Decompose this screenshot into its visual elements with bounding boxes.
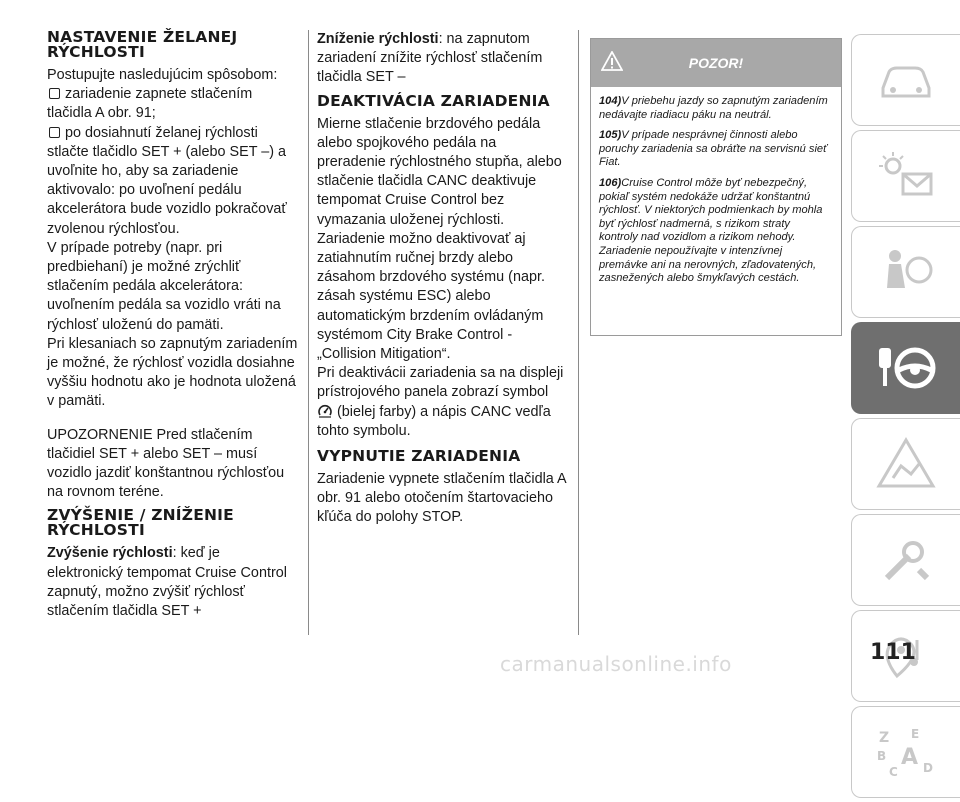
paragraph-downhill: Pri klesaniach so zapnutým zariadením je možné, že rýchlosť vozidla dosiahne vyššiu hodnotu ako je hodnota uložená v pamäti.	[47, 335, 298, 410]
display-symbol-text-a: Pri deaktivácii zariadenia sa na displeji prístrojového panela zobrazí symbol	[317, 365, 564, 401]
warning-item	[599, 95, 831, 122]
cruise-control-icon	[317, 404, 333, 418]
decrease-label: Zníženie rýchlosti	[317, 31, 439, 47]
page-number: 111	[870, 640, 916, 665]
tab-road-accident[interactable]	[851, 418, 960, 510]
intro-text: Postupujte nasledujúcim spôsobom:	[47, 67, 278, 83]
warning-item-number: 105)	[599, 129, 622, 142]
heading-deactivation: DEAKTIVÁCIA ZARIADENIA	[317, 91, 550, 110]
warning-body	[591, 87, 841, 286]
paragraph-increase	[47, 544, 299, 621]
bullet-icon	[49, 88, 60, 99]
column-divider-left	[308, 30, 309, 635]
steering-key-icon	[871, 338, 941, 398]
svg-text:E: E	[911, 727, 920, 741]
column-middle	[317, 30, 569, 528]
svg-text:Z: Z	[879, 730, 890, 746]
display-symbol-text-b: (bielej farby) a nápis CANC vedľa tohto symbolu.	[317, 403, 551, 439]
bullet-icon	[49, 127, 60, 138]
increase-text: : keď je elektronický tempomat Cruise Control zapnutý, možno zvýšiť rýchlosť stlačením tlačidla SET +	[47, 545, 287, 620]
warning-item	[599, 129, 831, 170]
step-1	[47, 85, 299, 123]
road-accident-icon	[871, 434, 941, 494]
column-left	[47, 30, 299, 621]
tab-index[interactable]	[851, 706, 960, 798]
step-1-text: zariadenie zapnete stlačením tlačidla A obr. 91;	[47, 86, 253, 122]
tab-airbag[interactable]	[851, 226, 960, 318]
paragraph-display-symbol	[317, 364, 569, 441]
paragraph-brake: Mierne stlačenie brzdového pedála alebo spojkového pedála na preradenie rýchlostného stupňa, alebo stlačenie tlačidla CANC deaktivuje tempomat Cruise Control bez vymazania uloženej rýchlosti.	[317, 115, 562, 228]
paragraph-notice: UPOZORNENIE Pred stlačením tlačidiel SET + alebo SET – musí vozidlo jazdiť konštantnou rýchlosťou na rovnom teréne.	[47, 426, 285, 501]
heading-increase-decrease: ZVÝŠENIE / ZNÍŽENIE RÝCHLOSTI	[47, 506, 234, 540]
svg-text:A: A	[901, 745, 919, 770]
warning-item-text: Cruise Control môže byť nebezpečný, pokiaľ systém nedokáže udržať konštantnú rýchlosť. V niektorých podmienkach by mohla byť rýchlosť nadmerná, s rizikom straty kontroly nad vozidlom a rizikom nehody. Zariadenie nepoužívajte v intenzívnej premávke ani na nerovných, zľadovatených, zasnežených alebo šmykľavých cestách.	[599, 176, 823, 285]
tab-tools[interactable]	[851, 514, 960, 606]
warning-lights-icon	[871, 146, 941, 206]
paragraph-overtake: V prípade potreby (napr. pri predbiehaní) je možné zrýchliť stlačením pedála akcelerátora: uvoľnením pedála sa vozidlo vráti na rýchlosť uloženú do pamäti.	[47, 239, 281, 333]
paragraph-switch-off: Zariadenie vypnete stlačením tlačidla A obr. 91 alebo otočením štartovacieho kľúča do polohy STOP.	[317, 471, 566, 526]
tab-car[interactable]	[851, 34, 960, 126]
tab-steering-key[interactable]	[851, 322, 960, 414]
tools-icon	[871, 530, 941, 590]
section-tabs	[851, 34, 960, 802]
svg-text:D: D	[923, 761, 933, 775]
warning-item-text: V priebehu jazdy so zapnutým zariadením nedávajte riadiacu páku na neutrál.	[599, 95, 828, 121]
tab-warning-lights[interactable]	[851, 130, 960, 222]
paragraph-decrease	[317, 30, 569, 88]
warning-header	[591, 39, 841, 87]
warning-box	[590, 38, 842, 336]
watermark: carmanualsonline.info	[500, 652, 732, 676]
column-divider-right	[578, 30, 579, 635]
svg-text:B: B	[877, 749, 887, 763]
warning-title: POZOR!	[688, 55, 744, 71]
decrease-text: : na zapnutom zariadení znížite rýchlosť stlačením tlačidla SET –	[317, 31, 543, 86]
index-letters-icon	[871, 722, 941, 782]
paragraph-handbrake: Zariadenie možno deaktivovať aj zatiahnutím ručnej brzdy alebo zásahom brzdového systému (napr. zásah systému ESC) alebo automatickým brzdením ovládaným systémom City Brake Control - „Collision Mitigation“.	[317, 230, 545, 363]
svg-text:C: C	[889, 765, 898, 779]
increase-label: Zvýšenie rýchlosti	[47, 545, 173, 562]
warning-item-number: 106)	[599, 176, 622, 189]
heading-set-speed: NASTAVENIE ŽELANEJ RÝCHLOSTI	[47, 28, 238, 61]
heading-switch-off: VYPNUTIE ZARIADENIA	[317, 447, 521, 466]
car-icon	[871, 50, 941, 110]
step-2-text: po dosiahnutí želanej rýchlosti stlačte tlačidlo SET + (alebo SET –) a uvoľnite ho, aby sa zariadenie aktivovalo: po uvoľnení pedálu akcelerátora bude vozidlo pokračovať zvolenou rýchlosťou.	[47, 124, 287, 237]
step-2	[47, 124, 299, 239]
warning-item	[599, 177, 831, 286]
warning-item-text: V prípade nesprávnej činnosti alebo poruchy zariadenia sa obráťte na servisnú sieť Fiat.	[599, 129, 828, 169]
warning-item-number: 104)	[599, 95, 622, 107]
airbag-icon	[871, 242, 941, 302]
